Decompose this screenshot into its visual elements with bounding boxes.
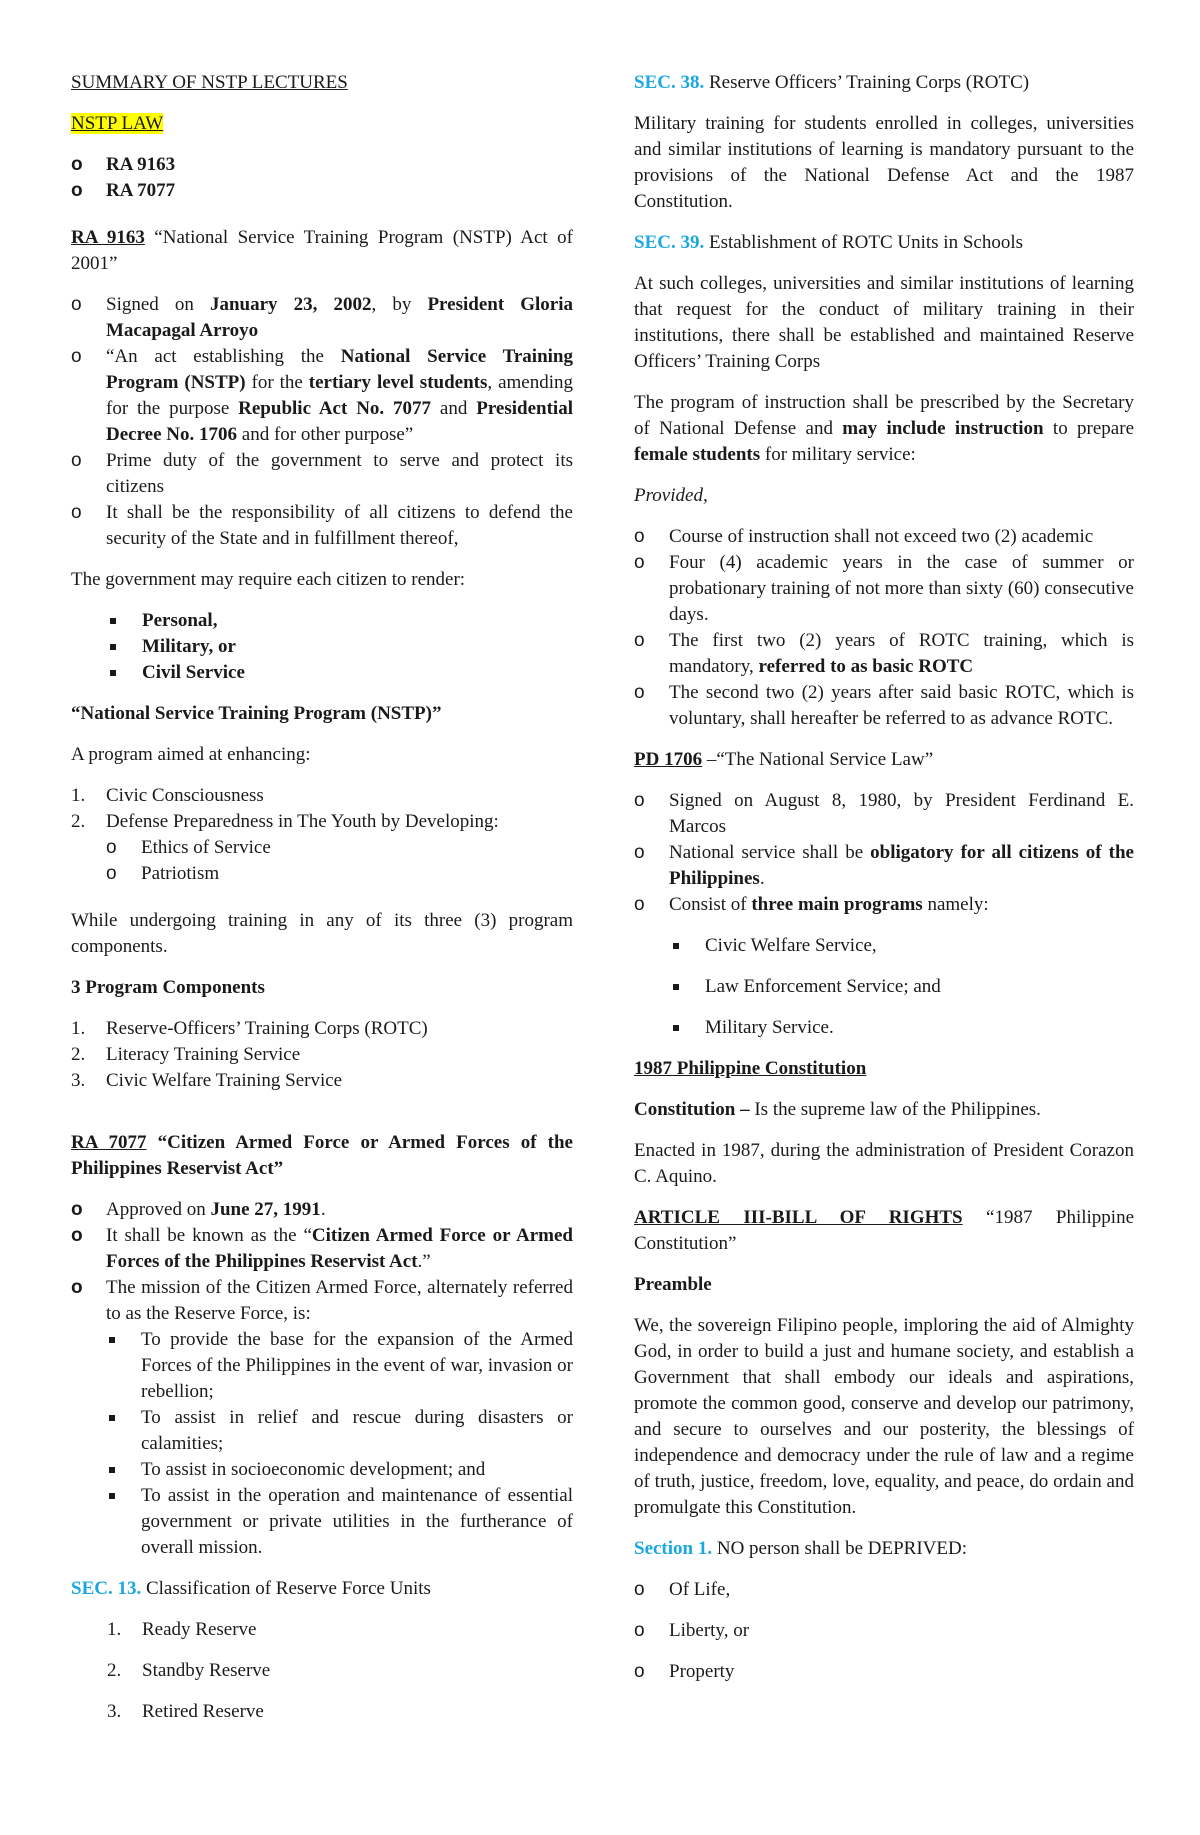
list-item: o Of Life, [634, 1577, 1134, 1603]
list-item: Personal, [107, 608, 573, 634]
document-title: SUMMARY OF NSTP LECTURES [71, 72, 348, 93]
sec13-heading: SEC. 13. Classification of Reserve Force Units [71, 1578, 431, 1599]
render-list [71, 608, 573, 686]
list-item: o The mission of the Citizen Armed Force, alternately referred to as the Reserve Force, is: To provide the base for the expansion of the Armed Forces of the Philippines in the event of war, invasion or rebellion; To assist in relief and rescue during disasters or calamities; To assist in socioeconomic development; and To assist in the operation and maintenance of essential government or private utilities in the furtherance of overall mission. [71, 1275, 573, 1561]
sec39-heading: SEC. 39. Establishment of ROTC Units in Schools [634, 232, 1023, 253]
list-item: o National service shall be obligatory for all citizens of the Philippines. [634, 840, 1134, 892]
list-item: 2. Defense Preparedness in The Youth by Developing: o Ethics of Service o Patriotism [71, 809, 573, 887]
list-item: o “An act establishing the National Service Training Program (NSTP) for the tertiary level students, amending for the purpose Republic Act No. 7077 and Presidential Decree No. 1706 and for other purpose” [71, 344, 573, 448]
provided-text: Provided, [634, 485, 708, 506]
list-item: o The first two (2) years of ROTC training, which is mandatory, referred to as basic ROTC [634, 628, 1134, 680]
while-text: While undergoing training in any of its three (3) program components. [71, 910, 573, 957]
list-item: o Signed on January 23, 2002, by President Gloria Macapagal Arroyo [71, 292, 573, 344]
list-item: o Approved on June 27, 1991. [71, 1197, 573, 1223]
military-text: Military training for students enrolled in colleges, universities and similar institutions of learning is mandatory pursuant to the provisions of the National Defense Act and the 1987 Constitution. [634, 113, 1134, 212]
mission-list [106, 1327, 573, 1561]
list-item: o Consist of three main programs namely: [634, 892, 1134, 918]
list-item: 3. Civic Welfare Training Service [71, 1068, 573, 1094]
programs-list [634, 933, 1134, 1041]
list-item: o Patriotism [106, 861, 573, 887]
ra9163-heading: RA 9163 “National Service Training Program (NSTP) Act of 2001” [71, 227, 573, 274]
program-text: The program of instruction shall be prescribed by the Secretary of National Defense and may include instruction to prepare female students for military service: [634, 392, 1135, 465]
list-item: 1. Civic Consciousness [71, 783, 573, 809]
preamble-text: We, the sovereign Filipino people, imploring the aid of Almighty God, in order to build a just and humane society, and establish a Government that shall embody our ideals and aspirations, promote the common good, conserve and develop our patrimony, and secure to ourselves and our posterity, the blessings of independence and democracy under the rule of law and a regime of truth, justice, freedom, love, equality, and peace, do ordain and promulgate this Constitution. [634, 1315, 1134, 1518]
list-item: o Property [634, 1659, 1134, 1685]
list-item: 2. Literacy Training Service [71, 1042, 573, 1068]
left-column [71, 70, 573, 1740]
list-item: o The second two (2) years after said basic ROTC, which is voluntary, shall hereafter be referred to as advance ROTC. [634, 680, 1134, 732]
components-heading: 3 Program Components [71, 977, 265, 998]
deprived-list [634, 1577, 1134, 1685]
list-item: To assist in the operation and maintenance of essential government or private utilities in the furtherance of overall mission. [106, 1483, 573, 1561]
list-item: Civic Welfare Service, [670, 933, 1134, 959]
list-item: 3. Retired Reserve [107, 1699, 573, 1725]
ra7077-list [71, 1197, 573, 1561]
list-item: Military, or [107, 634, 573, 660]
list-item: o RA 9163 [71, 152, 573, 178]
list-item: o Ethics of Service [106, 835, 573, 861]
list-item: o Four (4) academic years in the case of summer or probationary training of not more than sixty (60) consecutive days. [634, 550, 1134, 628]
list-item: o Liberty, or [634, 1618, 1134, 1644]
list-item: 1. Reserve-Officers’ Training Corps (ROTC) [71, 1016, 573, 1042]
list-item: o RA 7077 [71, 178, 573, 204]
list-item: o Prime duty of the government to serve and protect its citizens [71, 448, 573, 500]
rotc-list [634, 524, 1134, 732]
law-list [71, 152, 573, 204]
list-item: Military Service. [670, 1015, 1134, 1041]
section1-heading: Section 1. NO person shall be DEPRIVED: [634, 1538, 967, 1559]
ra9163-list [71, 292, 573, 552]
sec38-heading: SEC. 38. Reserve Officers’ Training Corps (ROTC) [634, 72, 1030, 93]
list-item: Civil Service [107, 660, 573, 686]
list-item: To provide the base for the expansion of the Armed Forces of the Philippines in the event of war, invasion or rebellion; [106, 1327, 573, 1405]
constitution-text: Constitution – Is the supreme law of the Philippines. [634, 1099, 1041, 1120]
right-column [634, 70, 1134, 1700]
nstp-law-heading: NSTP LAW [71, 113, 164, 134]
render-intro: The government may require each citizen to render: [71, 569, 466, 590]
aim-sublist [106, 835, 573, 887]
list-item: Law Enforcement Service; and [670, 974, 1134, 1000]
enacted-text: Enacted in 1987, during the administration of President Corazon C. Aquino. [634, 1140, 1134, 1187]
preamble-heading: Preamble [634, 1274, 712, 1295]
list-item: 1. Ready Reserve [107, 1617, 573, 1643]
list-item: To assist in relief and rescue during disasters or calamities; [106, 1405, 573, 1457]
article-heading: ARTICLE III-BILL OF RIGHTS “1987 Philippine Constitution” [634, 1207, 1134, 1254]
aims-list [71, 783, 573, 887]
list-item: o Signed on August 8, 1980, by President Ferdinand E. Marcos [634, 788, 1134, 840]
components-list [71, 1016, 573, 1094]
list-item: o It shall be known as the “Citizen Armed Force or Armed Forces of the Philippines Reservist Act.” [71, 1223, 573, 1275]
aimed-text: A program aimed at enhancing: [71, 744, 311, 765]
list-item: o It shall be the responsibility of all citizens to defend the security of the State and in fulfillment thereof, [71, 500, 573, 552]
list-item: o Course of instruction shall not exceed two (2) academic [634, 524, 1134, 550]
reserve-list [71, 1617, 573, 1725]
nstp-heading: “National Service Training Program (NSTP)” [71, 703, 442, 724]
ra7077-heading: RA 7077 “Citizen Armed Force or Armed Forces of the Philippines Reservist Act” [71, 1132, 573, 1179]
list-item: To assist in socioeconomic development; and [106, 1457, 573, 1483]
list-item: 2. Standby Reserve [107, 1658, 573, 1684]
constitution-heading: 1987 Philippine Constitution [634, 1058, 867, 1079]
pd1706-list [634, 788, 1134, 918]
colleges-text: At such colleges, universities and similar institutions of learning that request for the conduct of military training in their institutions, there shall be established and maintained Reserve Officers’ Training Corps [634, 273, 1134, 372]
pd1706-heading: PD 1706 –“The National Service Law” [634, 749, 934, 770]
